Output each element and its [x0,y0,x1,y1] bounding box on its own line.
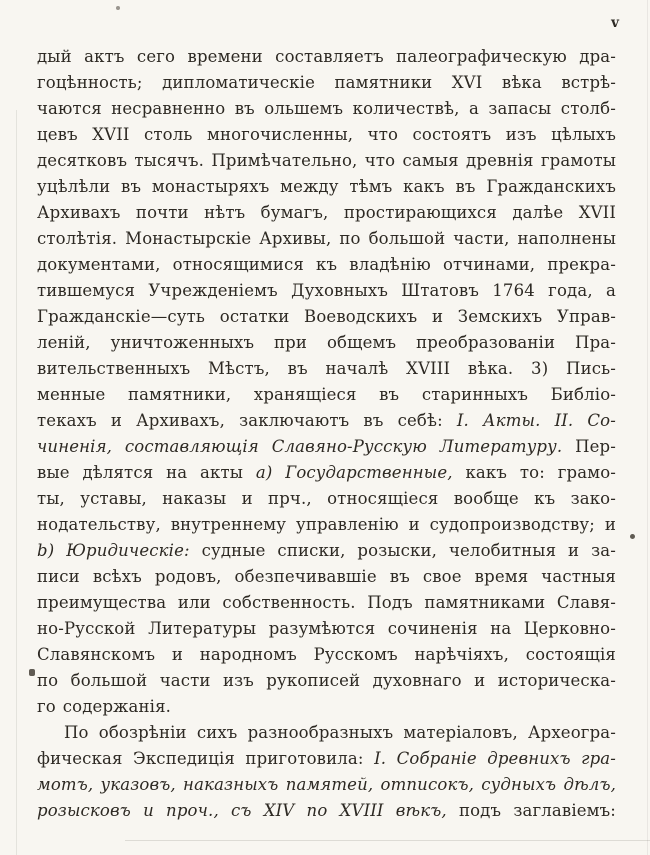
italic-text: I. Акты. II. Со- [456,411,616,430]
text-line [37,538,616,564]
body-text: судные списки, розыски, челобитныя и за- [189,541,616,560]
text-line [37,668,616,694]
body-text: дый актъ сего времени составляетъ палеографическую дра- [37,47,616,66]
body-text: леній, уничтоженныхъ при общемъ преобразованіи Пра- [37,333,616,352]
body-text: вительственныхъ Мѣстъ, въ началѣ XVIII вѣка. 3) Пись- [37,359,616,378]
text-line [37,460,616,486]
body-text: тившемуся Учрежденіемъ Духовныхъ Штатовъ 1764 года, а [37,281,616,300]
text-line [37,330,616,356]
italic-text: мотъ, указовъ, наказныхъ памятей, отписокъ, судныхъ дѣлъ, [37,775,616,794]
italic-text: I. Собраніе древнихъ гра- [374,749,617,768]
text-line [37,226,616,252]
body-text: преимущества или собственность. Подъ памятниками Славя- [37,593,616,612]
body-text: по большой части изъ рукописей духовнаго и историческа- [37,671,616,690]
body-text: гоцѣнность; дипломатическіе памятники XVI вѣка встрѣ- [37,73,616,92]
text-line [37,798,616,824]
text-line [37,122,616,148]
body-text: Славянскомъ и народномъ Русскомъ нарѣчіяхъ, состоящія [37,645,616,664]
body-text: нодательству, внутреннему управленію и судопроизводству; и [37,515,616,534]
text-line [37,148,616,174]
text-line [37,408,616,434]
body-text: текахъ и Архивахъ, заключаютъ въ себѣ: [37,411,457,430]
italic-text: розысковъ и проч., съ XIV по XVIII вѣкъ, [37,801,447,820]
body-text: Гражданскіе—суть остатки Воеводскихъ и Земскихъ Управ- [37,307,616,326]
body-text: подъ заглавіемъ: [446,801,616,820]
body-text: писи всѣхъ родовъ, обезпечивавшіе въ свое время частныя [37,567,616,586]
italic-text: b) Юридическіе: [37,541,190,560]
text-line [37,642,616,668]
scan-edge-left [16,110,17,855]
scan-edge-right [647,0,648,855]
page-number: v [611,15,620,31]
text-line [37,772,616,798]
text-line [37,486,616,512]
text-line [37,174,616,200]
text-line [37,278,616,304]
body-text: Пер- [562,437,616,456]
text-line [37,200,616,226]
text-line [37,252,616,278]
text-line [37,44,616,70]
text-line [37,694,616,720]
body-text: документами, относящимися къ владѣнію отчинами, прекра- [37,255,616,274]
text-line [37,616,616,642]
italic-text: чиненія, составляющія Славяно-Русскую Литературу. [37,437,563,456]
text-line [37,746,616,772]
scan-edge-bottom [125,840,650,841]
body-text: чаются несравненно въ ольшемъ количествѣ, а запасы столб- [37,99,616,118]
body-text: вые дѣлятся на акты [37,463,256,482]
italic-text: а) Государственные, [255,463,453,482]
text-line [37,96,616,122]
body-text: десятковъ тысячъ. Примѣчательно, что самыя древнія грамоты [37,151,616,170]
text-block [37,44,616,824]
text-line [37,512,616,538]
scan-speck [29,669,35,676]
text-line [37,564,616,590]
body-text: ты, уставы, наказы и прч., относящіеся вообще къ зако- [37,489,616,508]
text-line [37,70,616,96]
text-line [37,434,616,460]
body-text: какъ то: грамо- [452,463,616,482]
text-line [37,590,616,616]
scan-speck [116,6,120,10]
body-text: го содержанія. [37,697,172,716]
body-text: уцѣлѣли въ монастыряхъ между тѣмъ какъ въ Гражданскихъ [37,177,616,196]
body-text: фическая Экспедиція приготовила: [37,749,375,768]
text-line [37,356,616,382]
body-text: менные памятники, хранящіеся въ старинныхъ Библіо- [37,385,616,404]
body-text: но-Русской Литературы разумѣются сочиненія на Церковно- [37,619,616,638]
body-text: По обозрѣніи сихъ разнообразныхъ матеріаловъ, Археогра- [64,723,616,742]
body-text: Архивахъ почти нѣтъ бумагъ, простирающихся далѣе XVII [37,203,616,222]
scan-speck [630,534,635,539]
body-text: цевъ XVII столь многочисленны, что состоятъ изъ цѣлыхъ [37,125,616,144]
text-line [37,720,616,746]
body-text: столѣтія. Монастырскіе Архивы, по большой части, наполнены [37,229,616,248]
text-line [37,304,616,330]
text-line [37,382,616,408]
